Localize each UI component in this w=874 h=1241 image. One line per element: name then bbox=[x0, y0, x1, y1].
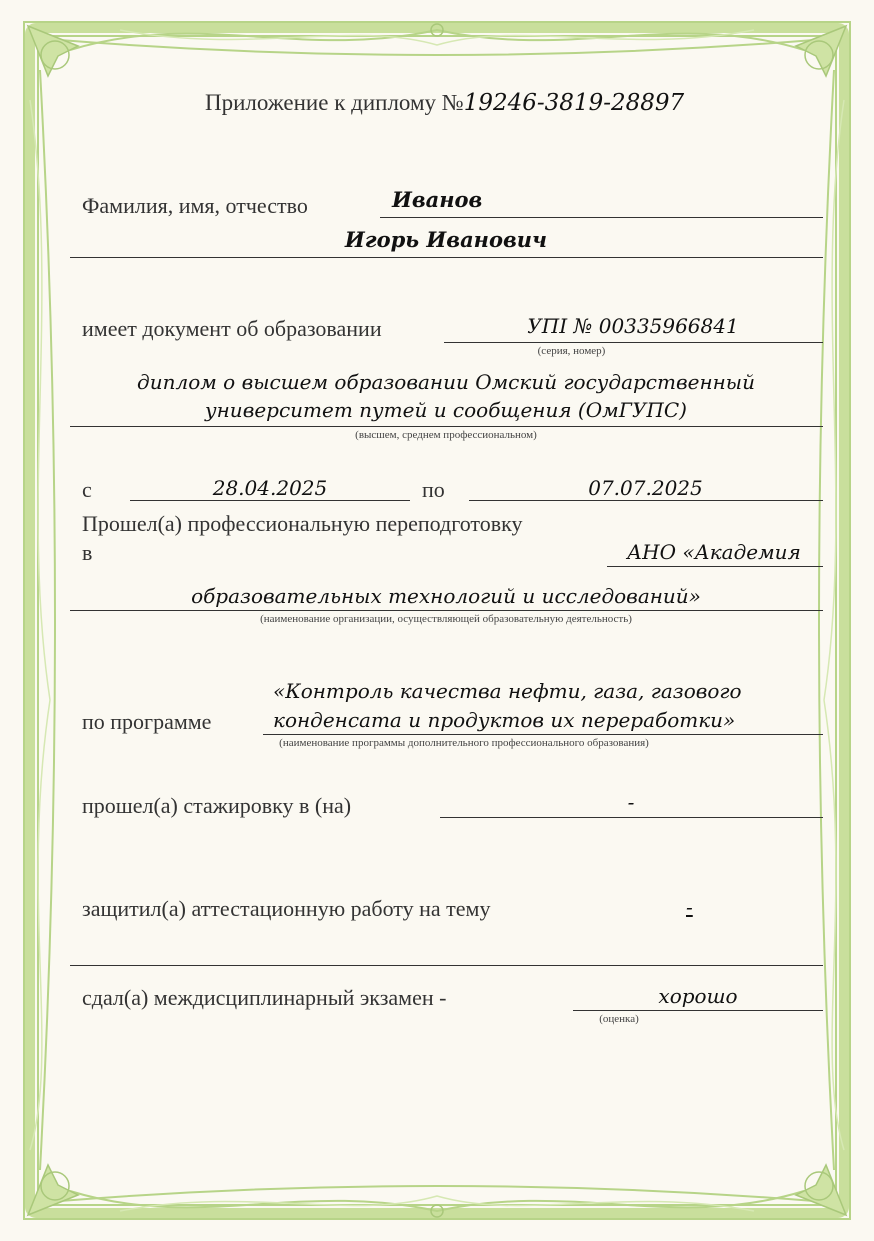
document-number-underline bbox=[444, 342, 823, 343]
organization-line1-underline bbox=[607, 566, 823, 567]
program-underline bbox=[263, 734, 823, 735]
program-label: по программе bbox=[82, 709, 212, 734]
period-to-date: 07.07.2025 bbox=[588, 476, 703, 500]
organization-line2: образовательных технологий и исследований» bbox=[191, 584, 701, 608]
surname-value: Иванов bbox=[392, 187, 483, 212]
document-title bbox=[205, 90, 684, 116]
thesis-underline bbox=[70, 965, 823, 966]
period-from-date: 28.04.2025 bbox=[212, 476, 328, 500]
internship-value: - bbox=[627, 790, 635, 814]
education-label: имеет документ об образовании bbox=[82, 316, 382, 341]
organization-hint: (наименование организации, осуществляющей образовательную деятельность) bbox=[260, 613, 632, 625]
program-hint: (наименование программы дополнительного профессионального образования) bbox=[279, 737, 649, 749]
organization-underline bbox=[70, 610, 823, 611]
thesis-label: защитил(а) аттестационную работу на тему bbox=[82, 896, 491, 921]
document-number-hint: (серия, номер) bbox=[537, 345, 606, 357]
period-to-underline bbox=[469, 500, 823, 501]
title-prefix: Приложение к диплому № bbox=[205, 90, 464, 115]
name-patronymic-value: Игорь Иванович bbox=[344, 227, 548, 252]
internship-label: прошел(а) стажировку в (на) bbox=[82, 793, 352, 818]
surname-underline bbox=[380, 217, 823, 218]
program-name-line2: конденсата и продуктов их переработки» bbox=[273, 708, 736, 732]
organization-line1: АНО «Академия bbox=[627, 540, 801, 564]
document-description-hint: (высшем, среднем профессиональном) bbox=[355, 429, 537, 441]
fio-label: Фамилия, имя, отчество bbox=[82, 193, 308, 218]
program-name-line1: «Контроль качества нефти, газа, газового bbox=[273, 679, 742, 703]
name-underline bbox=[70, 257, 823, 258]
period-to-label: по bbox=[422, 477, 445, 502]
diploma-number: 19246-3819-28897 bbox=[463, 90, 685, 116]
exam-grade-hint: (оценка) bbox=[599, 1013, 639, 1025]
period-from-label: с bbox=[82, 477, 92, 502]
exam-label: сдал(а) междисциплинарный экзамен - bbox=[82, 985, 447, 1010]
period-from-underline bbox=[130, 500, 410, 501]
document-number-value: УПІ № 00335966841 bbox=[527, 314, 739, 338]
exam-grade-underline bbox=[573, 1010, 823, 1011]
thesis-value: - bbox=[686, 895, 693, 919]
training-label: Прошел(а) профессиональную переподготовку bbox=[82, 511, 523, 536]
document-description-underline bbox=[70, 426, 823, 427]
document-description-line1: диплом о высшем образовании Омский государственный bbox=[137, 370, 755, 394]
document-description-line2: университет путей и сообщения (ОмГУПС) bbox=[205, 398, 687, 422]
internship-underline bbox=[440, 817, 823, 818]
training-in-label: в bbox=[82, 540, 93, 565]
exam-grade-value: хорошо bbox=[658, 984, 738, 1008]
